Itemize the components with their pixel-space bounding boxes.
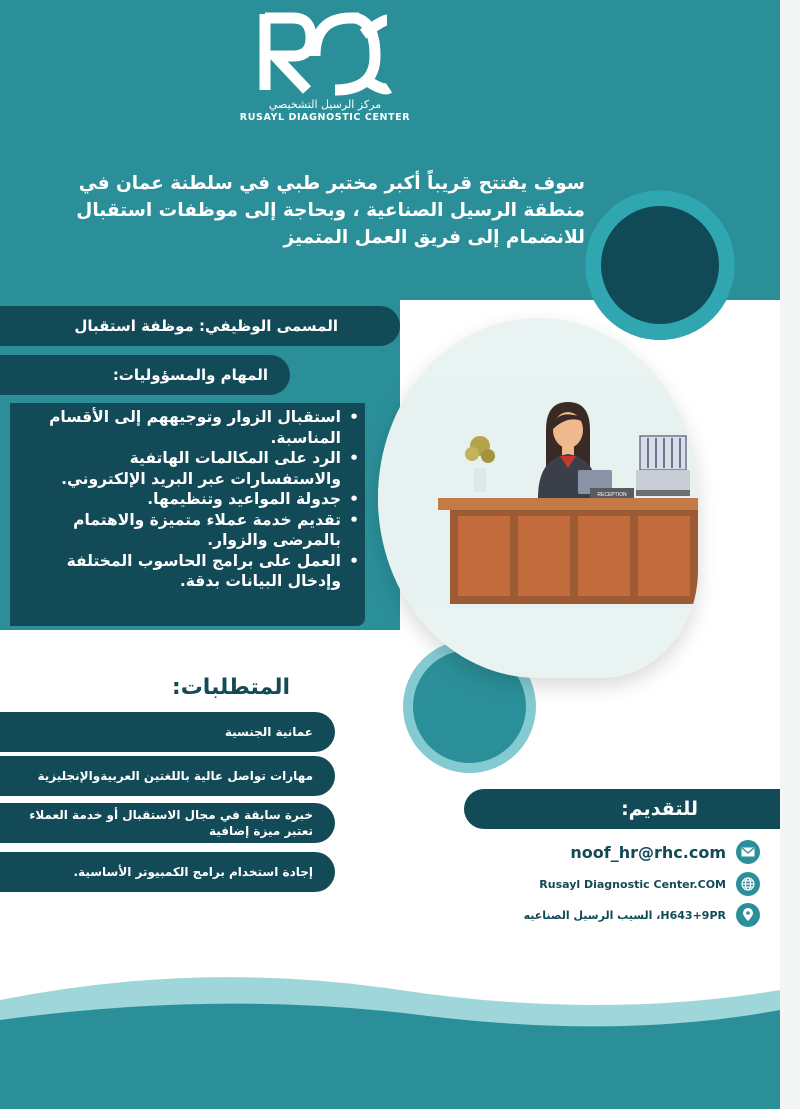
reception-illustration (378, 318, 698, 678)
list-item: • الرد على المكالمات الهاتفية والاستفسارات عبر البريد الإلكتروني. (20, 448, 341, 489)
footer-wave (0, 960, 780, 1109)
list-item: • تقديم خدمة عملاء متميزة والاهتمام بالمرضى والزوار. (20, 510, 341, 551)
requirement-item: خبرة سابقة في مجال الاستقبال أو خدمة العملاء تعتبر ميزة إضافية (0, 803, 335, 843)
email-icon (736, 840, 760, 864)
contact-address (524, 903, 760, 927)
requirement-item: إجادة استخدام برامج الكمبيوتر الأساسية. (0, 852, 335, 892)
address-text: H643+9PR، السيب الرسيل الصناعيه (523, 908, 726, 922)
logo-english-name: RUSAYL DIAGNOSTIC CENTER (239, 112, 411, 123)
duties-heading: المهام والمسؤوليات: (0, 355, 290, 395)
requirement-item: عمانية الجنسية (0, 712, 335, 752)
list-item: • العمل على برامج الحاسوب المختلفة وإدخال البيانات بدقة. (20, 551, 341, 592)
list-item: • استقبال الزوار وتوجيههم إلى الأقسام المناسبة. (20, 407, 341, 448)
job-title: المسمى الوظيفي: موظفة استقبال (0, 306, 400, 346)
contact-website[interactable] (539, 872, 760, 896)
duties-list (10, 403, 365, 592)
apply-heading: للتقديم: (464, 789, 780, 829)
duties-list-panel (10, 403, 365, 626)
list-item: • جدولة المواعيد وتنظيمها. (20, 489, 341, 510)
reception-sign: RECEPTION (597, 492, 627, 498)
logo-mark (255, 8, 395, 96)
website-text[interactable]: Rusayl Diagnostic Center.COM (539, 877, 726, 891)
email-text[interactable]: noof_hr@rhc.com (570, 842, 726, 862)
logo (230, 8, 420, 133)
headline: سوف يفتتح قريباً أكبر مختبر طبي في سلطنة عمان في منطقة الرسيل الصناعية ، وبحاجة إلى موظفات استقبال للانضمام إلى فريق العمل المتميز (76, 173, 585, 248)
globe-icon (736, 872, 760, 896)
receptionist-illustration (378, 318, 698, 678)
page-edge (780, 0, 800, 1109)
requirements-heading: المتطلبات: (171, 675, 290, 700)
requirement-item: مهارات تواصل عالية باللغتين العربيةوالإنجليزية (0, 756, 335, 796)
contact-email[interactable] (570, 840, 760, 864)
logo-arabic-name: مركز الرسيل التشخيصي (268, 98, 382, 111)
decorative-circle (585, 190, 735, 340)
location-pin-icon (736, 903, 760, 927)
